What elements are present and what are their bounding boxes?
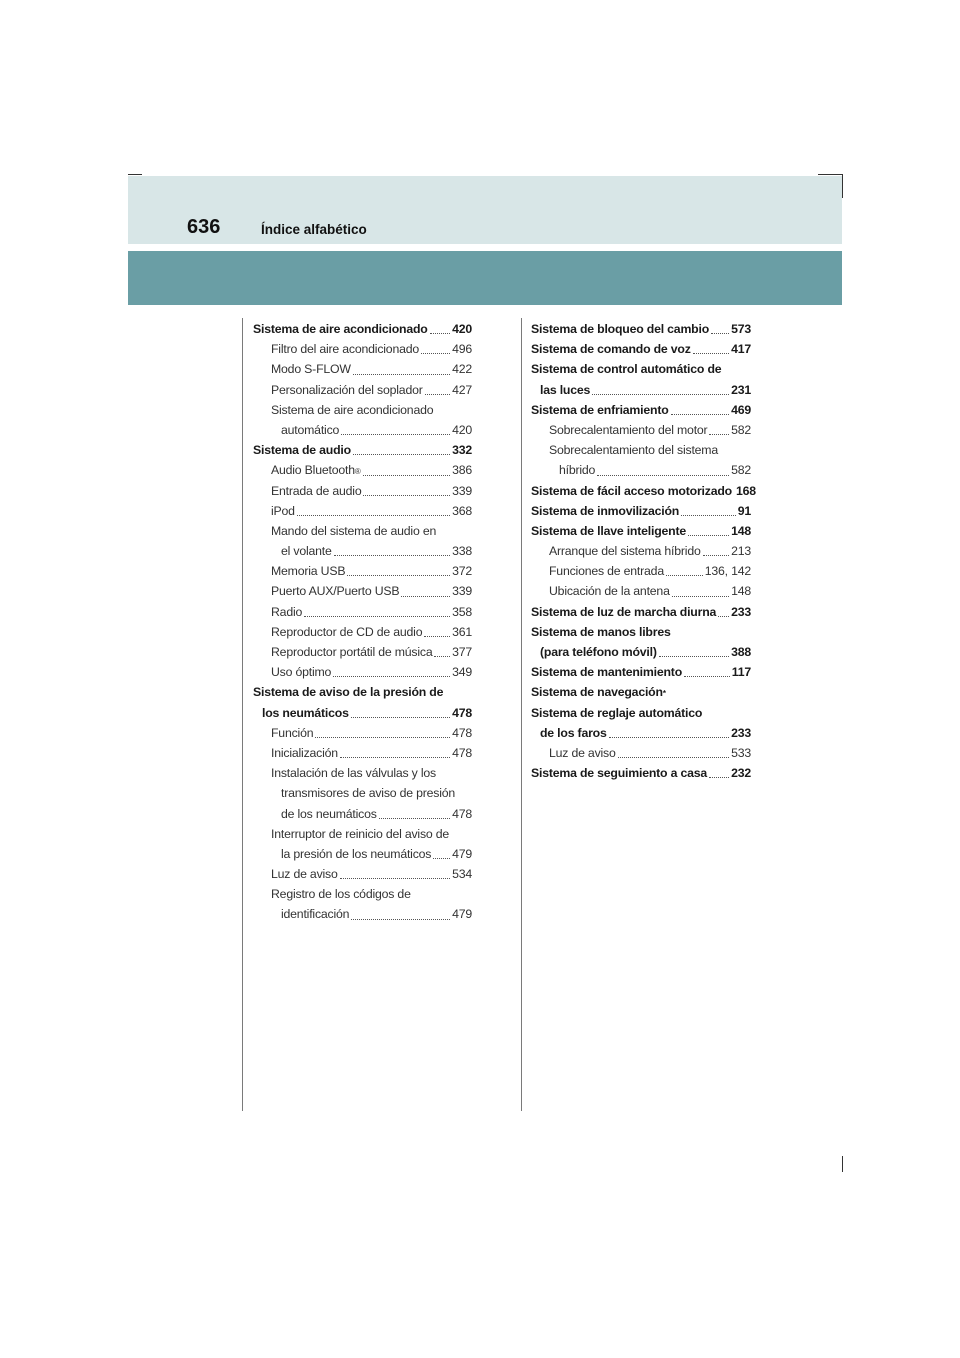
index-entry [531,662,751,682]
entry-page-number: 117 [731,665,751,680]
entry-text: Sobrecalentamiento del sistema [549,443,718,458]
entry-text: de los faros [540,725,607,740]
entry-text: Uso óptimo [271,665,332,680]
entry-page-number: 168 [735,483,756,498]
entry-text: iPod [271,503,295,518]
entry-text: Mando del sistema de audio en [271,523,437,538]
index-entry [253,521,472,541]
crop-mark [842,1156,843,1172]
leader-dots [688,535,729,536]
header-bar [128,176,842,244]
index-entry [253,743,472,763]
entry-page-number: 422 [452,362,472,377]
entry-page-number: 358 [452,604,472,619]
entry-page-number: 91 [737,503,751,518]
entry-page-number: 368 [452,503,472,518]
column-rule-left [242,318,243,1111]
index-entry [531,460,751,480]
entry-page-number: 427 [452,382,472,397]
index-entry [253,602,472,622]
entry-page-number: 349 [452,665,472,680]
index-entry [253,824,472,844]
entry-page-number: 420 [452,422,472,437]
entry-page-number: 386 [452,463,472,478]
entry-page-number: 233 [731,604,751,619]
index-entry [253,682,472,702]
index-entry [531,541,751,561]
index-entry [531,359,751,379]
entry-text: Sistema de reglaje automático [531,705,703,720]
entry-text: la presión de los neumáticos [281,846,432,861]
leader-dots [693,353,729,354]
crop-mark [818,174,842,175]
entry-text: Entrada de audio [271,483,362,498]
leader-dots [341,434,450,435]
entry-page-number: 231 [731,382,751,397]
entry-text: de los neumáticos [281,806,377,821]
entry-page-number: 469 [731,402,751,417]
index-entry [531,763,751,783]
index-entry [253,400,472,420]
leader-dots [609,737,729,738]
entry-page-number: 372 [452,564,472,579]
index-entry [253,622,472,642]
leader-dots [434,656,450,657]
index-entry [531,642,751,662]
leader-dots [618,757,729,758]
leader-dots [424,636,450,637]
entry-text: Memoria USB [271,564,346,579]
index-entry [531,481,756,501]
entry-page-number: 377 [452,645,472,659]
section-title: Índice alfabético [261,222,367,237]
index-entry [253,319,472,339]
entry-text: Personalización del soplador [271,382,423,397]
entry-text: Sistema de enfriamiento [531,402,669,417]
index-column-left [253,319,472,925]
crop-mark [842,174,843,198]
index-entry [253,380,472,400]
entry-page-number: 478 [452,806,472,821]
index-entry [531,380,751,400]
entry-page-number: 582 [731,422,751,437]
index-entry [531,581,751,601]
entry-text: las luces [540,382,591,397]
entry-page-number: 420 [452,322,472,336]
leader-dots [340,878,450,879]
entry-page-number: 582 [731,463,751,478]
entry-text: Sobrecalentamiento del motor [549,422,708,437]
entry-text: (para teléfono móvil) [540,645,657,659]
leader-dots [353,454,450,455]
leader-dots [334,555,450,556]
entry-text: transmisores de aviso de presión [281,786,456,801]
index-entry [531,400,751,420]
entry-text: Arranque del sistema híbrido [549,544,701,559]
column-rule-middle [521,318,522,1111]
index-entry [253,763,472,783]
index-entry [531,602,751,622]
index-entry [253,844,472,864]
entry-text: Registro de los códigos de [271,887,411,902]
index-entry [253,561,472,581]
leader-dots [351,919,450,920]
entry-page-number: 339 [452,483,472,498]
leader-dots [709,777,729,778]
entry-text: Sistema de manos libres [531,624,671,639]
index-entry [253,420,472,440]
entry-text: Reproductor de CD de audio [271,624,423,639]
entry-text: Modo S-FLOW [271,362,351,377]
leader-dots [666,575,703,576]
entry-page-number: 233 [731,725,751,740]
entry-text: Sistema de aviso de la presión de [253,685,444,700]
leader-dots [684,676,730,677]
leader-dots [379,818,450,819]
leader-dots [363,475,451,476]
index-entry [531,703,751,723]
entry-text: Sistema de luz de marcha diurna [531,604,717,619]
entry-text: Luz de aviso [549,745,616,760]
index-entry [253,884,472,904]
entry-page-number: 332 [452,443,472,458]
index-entry: Audio Bluetooth ® 386 [253,460,472,480]
leader-dots [304,616,450,617]
index-entry [253,723,472,743]
index-entry [531,339,751,359]
entry-page-number: 388 [731,645,751,659]
leader-dots [401,596,450,597]
leader-dots [347,575,450,576]
index-entry [253,864,472,884]
entry-page-number: 479 [452,907,472,922]
leader-dots [333,676,450,677]
leader-dots [711,333,729,334]
leader-dots [363,495,450,496]
leader-dots [430,333,450,334]
leader-dots [597,475,729,476]
index-entry [531,622,751,642]
leader-dots [421,353,450,354]
entry-text: Sistema de aire acondicionado [271,402,434,417]
index-entry [531,440,751,460]
entry-text: Audio Bluetooth [271,463,355,478]
leader-dots [659,656,729,657]
entry-text: el volante [281,544,332,559]
entry-page-number: 136, 142 [704,564,751,579]
entry-text: Sistema de comando de voz [531,342,691,357]
index-entry [253,904,472,924]
entry-page-number: 338 [452,544,472,559]
entry-page-number: 573 [731,322,751,336]
leader-dots [672,596,729,597]
entry-page-number: 361 [452,624,472,639]
index-entry [253,359,472,379]
leader-dots [425,394,450,395]
leader-dots [671,414,730,415]
entry-text: automático [281,422,340,437]
entry-page-number: 213 [731,544,751,559]
index-entry [531,420,751,440]
entry-text: Sistema de fácil acceso motorizado [531,483,732,498]
index-entry [253,339,472,359]
index-entry [253,662,472,682]
entry-text: identificación [281,907,350,922]
entry-page-number: 478 [452,745,472,760]
entry-page-number: 417 [731,342,751,357]
index-entry [253,581,472,601]
entry-page-number: 496 [452,342,472,357]
entry-page-number: 534 [452,867,472,882]
entry-text: híbrido [559,463,596,478]
index-entry [531,561,751,581]
index-entry [253,481,472,501]
entry-page-number: 232 [731,766,751,781]
leader-dots [297,515,450,516]
entry-page-number: 478 [452,725,472,740]
index-entry [531,501,751,521]
index-entry [253,440,472,460]
index-entry [253,783,472,803]
entry-text: Luz de aviso [271,867,338,882]
page-number: 636 [187,216,221,238]
entry-text: Sistema de inmovilización [531,503,680,518]
leader-dots [592,394,729,395]
index-column-right [531,319,756,783]
entry-text: Sistema de aire acondicionado [253,322,428,336]
entry-page-number: 478 [452,705,472,720]
entry-text: los neumáticos [262,705,349,720]
entry-page-number: 339 [452,584,472,599]
entry-text: Reproductor portátil de música [271,645,433,659]
entry-text: Sistema de seguimiento a casa [531,766,707,781]
header-band [128,251,842,305]
entry-text: Sistema de control automático de [531,362,722,377]
leader-dots [315,737,450,738]
entry-page-number: 479 [452,846,472,861]
entry-page-number: 148 [731,584,751,599]
leader-dots [340,757,450,758]
entry-text: Sistema de bloqueo del cambio [531,322,710,336]
entry-text: Inicialización [271,745,338,760]
index-entry [253,804,472,824]
entry-text: Funciones de entrada [549,564,664,579]
entry-text: Sistema de mantenimiento [531,665,683,680]
entry-page-number: 148 [731,523,751,538]
leader-dots [681,515,736,516]
entry-text: Ubicación de la antena [549,584,670,599]
leader-dots [353,374,450,375]
entry-text: Filtro del aire acondicionado [271,342,420,357]
leader-dots [718,616,729,617]
crop-mark [128,174,142,175]
entry-text: Sistema de navegación [531,685,663,700]
index-entry [531,319,751,339]
entry-text: Sistema de llave inteligente [531,523,687,538]
index-entry [253,501,472,521]
entry-text: Interruptor de reinicio del aviso de [271,826,450,841]
entry-text: Sistema de audio [253,443,351,458]
index-entry: Sistema de navegación * [531,682,751,702]
index-entry [253,642,472,662]
entry-text: Puerto AUX/Puerto USB [271,584,400,599]
entry-text: Radio [271,604,303,619]
entry-text: Instalación de las válvulas y los [271,766,436,781]
leader-dots [433,858,450,859]
index-entry [253,703,472,723]
leader-dots [351,717,450,718]
leader-dots [703,555,729,556]
index-entry [531,521,751,541]
leader-dots [709,434,729,435]
entry-page-number: 533 [731,745,751,760]
index-entry [253,541,472,561]
index-entry [531,743,751,763]
index-entry [531,723,751,743]
entry-text: Función [271,725,314,740]
